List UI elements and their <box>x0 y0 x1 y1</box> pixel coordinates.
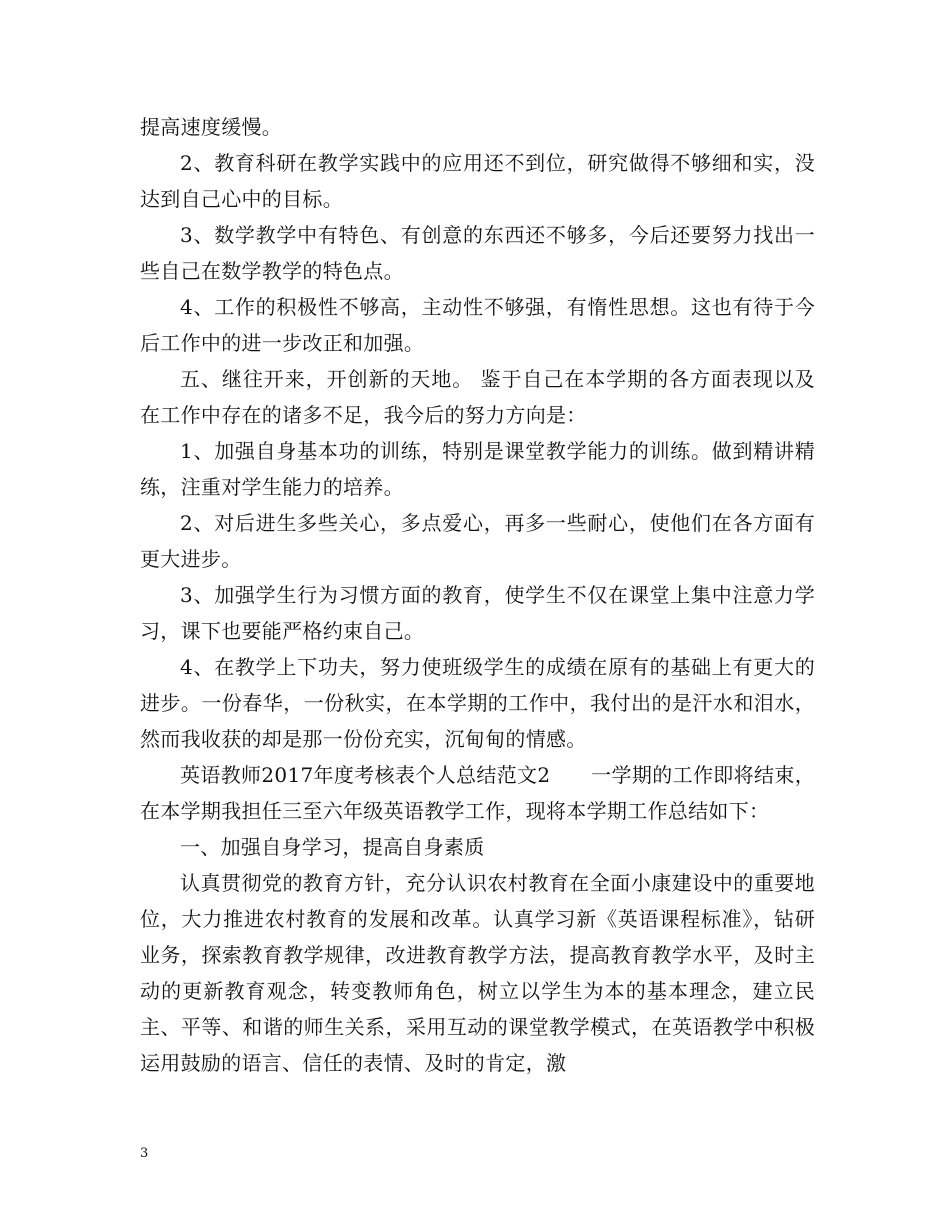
paragraph-item-2: 2、教育科研在教学实践中的应用还不到位，研究做得不够细和实，没达到自己心中的目标。 <box>140 151 815 211</box>
body-text <box>140 109 815 1081</box>
paragraph-item-4: 4、工作的积极性不够高，主动性不够强，有惰性思想。这也有待于今后工作中的进一步改正和加强。 <box>140 295 815 355</box>
page-number: 3 <box>140 1146 149 1161</box>
direction-item-2: 2、对后进生多些关心，多点爱心，再多一些耐心，使他们在各方面有更大进步。 <box>140 511 815 571</box>
section-body-paragraph: 认真贯彻党的教育方针，充分认识农村教育在全面小康建设中的重要地位，大力推进农村教育的发展和改革。认真学习新《英语课程标准》，钻研业务，探索教育教学规律，改进教育教学方法，提高教育教学水平，及时主动的更新教育观念，转变教师角色，树立以学生为本的基本理念，建立民主、平等、和谐的师生关系，采用互动的课堂教学模式，在英语教学中积极运用鼓励的语言、信任的表情、及时的肯定，激 <box>140 871 815 1075</box>
sample-essay-intro: 英语教师2017年度考核表个人总结范文2 一学期的工作即将结束，在本学期我担任三至六年级英语教学工作，现将本学期工作总结如下： <box>140 763 815 823</box>
paragraph-continuation: 提高速度缓慢。 <box>140 115 283 139</box>
direction-item-1: 1、加强自身基本功的训练，特别是课堂教学能力的训练。做到精讲精练，注重对学生能力的培养。 <box>140 439 815 499</box>
direction-item-3: 3、加强学生行为习惯方面的教育，使学生不仅在课堂上集中注意力学习，课下也要能严格约束自己。 <box>140 583 815 643</box>
section-heading: 一、加强自身学习，提高自身素质 <box>180 835 485 859</box>
direction-item-4: 4、在教学上下功夫，努力使班级学生的成绩在原有的基础上有更大的进步。一份春华，一份秋实，在本学期的工作中，我付出的是汗水和泪水，然而我收获的却是那一份份充实，沉甸甸的情感。 <box>140 655 815 751</box>
section-five-paragraph: 五、继往开来，开创新的天地。 鉴于自己在本学期的各方面表现以及在工作中存在的诸多不足，我今后的努力方向是： <box>140 367 815 427</box>
paragraph-item-3: 3、数学教学中有特色、有创意的东西还不够多，今后还要努力找出一些自己在数学教学的特色点。 <box>140 223 815 283</box>
